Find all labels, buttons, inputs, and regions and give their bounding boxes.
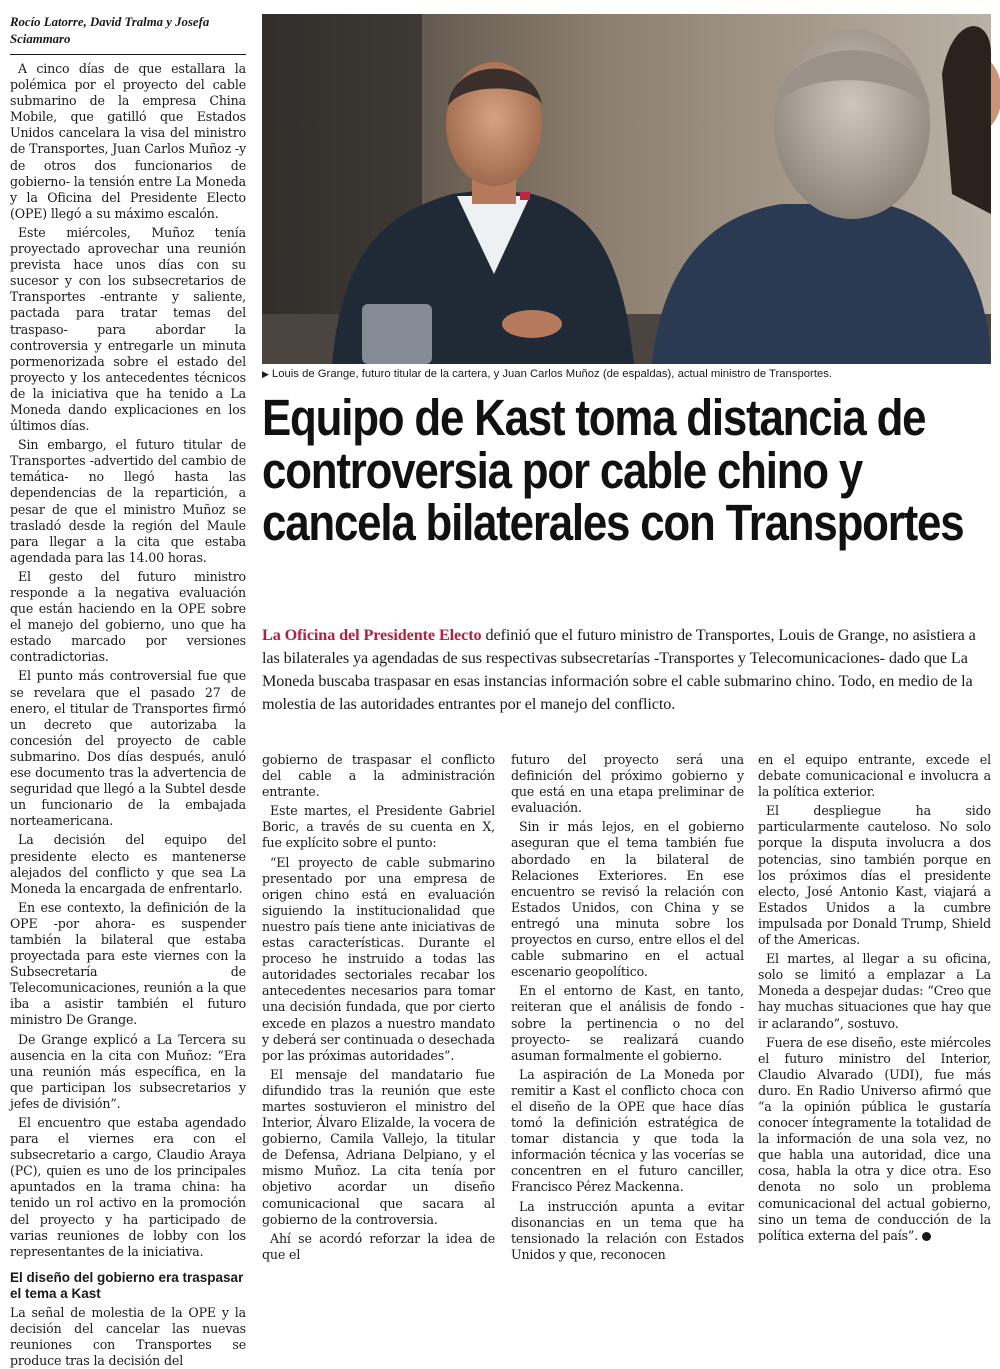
news-photo	[262, 14, 991, 364]
paragraph	[758, 1035, 991, 1244]
paragraph: El encuentro que estaba agendado para el viernes era con el subsecretario a cargo, Claudio Araya (PC), quien es uno de los principales apuntados en la trama china: ha tenido un rol activo en la promoción del proyecto y ha participado de varias reuniones de lobby con los representantes de la iniciativa.	[10, 1115, 246, 1259]
lead-paragraph	[262, 624, 991, 716]
photo-caption	[262, 367, 991, 382]
section-subhead: El diseño del gobierno era traspasar el tema a Kast	[10, 1269, 244, 1301]
paragraph: en el equipo entrante, excede el debate comunicacional e involucra a la política exterior.	[758, 752, 991, 800]
paragraph: Ahí se acordó reforzar la idea de que el	[262, 1230, 495, 1262]
body-column-3	[511, 752, 744, 1262]
paragraph: gobierno de traspasar el conflicto del cable a la administración entrante.	[262, 752, 495, 800]
paragraph: El gesto del futuro ministro responde a la negativa evaluación que están haciendo en la OPE sobre el manejo del gobierno, uno que ha estado marcado por versiones contradictorias.	[10, 568, 246, 665]
paragraph: El mensaje del mandatario fue difundido tras la reunión que este martes sostuvieron el ministro del Interior, Álvaro Elizalde, la vocera de gobierno, Camila Vallejo, la titular de Defensa, Adriana Delpiano, y el mismo Muñoz. La cita tenía por objetivo acordar un diseño comunicacional que sacara al gobierno de la controversia.	[262, 1066, 495, 1227]
paragraph: La decisión del equipo del presidente electo es mantenerse alejados del conflicto y que sea La Moneda la encargada de enfrentarlo.	[10, 832, 246, 896]
paragraph: “El proyecto de cable submarino presentado por una empresa de origen chino está en evaluación siguiendo la institucionalidad que nuestro país tiene ante iniciativas de estas características. Durante el proceso he instruido a todas las autoridades sectoriales recabar los antecedentes necesarios para tomar una decisión fundada, que por cierto excede en plazos a nuestro mandato y deberá ser continuada o desechada por las próximas autoridades”.	[262, 854, 495, 1063]
paragraph-text: Fuera de ese diseño, este miércoles el futuro ministro del Interior, Claudio Alvarado (UDI), fue más duro. En Radio Universo afirmó que “a la opinión pública le gustaría conocer íntegramente la totalidad de la información de una sola vez, no que habla una autoridad, dice una cosa, habla la otra y dice otra. Eso denota no solo un problema comunicacional del actual gobierno, sino un tema de conducción de la política externa del país”.	[758, 1034, 991, 1243]
caption-text: Louis de Grange, futuro titular de la cartera, y Juan Carlos Muñoz (de espaldas), actual ministro de Transportes.	[271, 368, 833, 380]
lead-kicker: La Oficina del Presidente Electo	[262, 626, 482, 644]
paragraph: El punto más controversial fue que se revelara que el pasado 27 de enero, el titular de Transportes firmó un decreto que autorizaba la concesión del proyecto de cable submarino. Dos días después, anuló ese documento tras la advertencia de seguridad que llegó a la Subtel desde un funcionario de la embajada norteamericana.	[10, 668, 246, 829]
caption-marker-icon: ▶	[262, 369, 269, 379]
paragraph: futuro del proyecto será una definición del próximo gobierno y que está en una etapa preliminar de evaluación.	[511, 752, 744, 816]
paragraph: La instrucción apunta a evitar disonancias en un tema que ha tensionado la relación con Estados Unidos y que, reconocen	[511, 1198, 744, 1262]
headline: Equipo de Kast toma distancia de controversia por cable chino y cancela bilaterales con Transportes	[262, 389, 964, 551]
byline: Rocío Latorre, David Tralma y Josefa Sciammaro	[10, 15, 210, 46]
paragraph: Este martes, el Presidente Gabriel Boric, a través de su cuenta en X, fue explícito sobre el punto:	[262, 803, 495, 851]
paragraph: A cinco días de que estallara la polémica por el proyecto del cable submarino de la empresa China Mobile, que gatilló que Estados Unidos cancelara la visa del ministro de Transportes, Juan Carlos Muñoz -y de otros dos funcionarios de gobierno- la tensión entre La Moneda y la Oficina del Presidente Electo (OPE) llegó a su máximo escalón.	[10, 61, 246, 221]
paragraph: En el entorno de Kast, en tanto, reiteran que el análisis de fondo -sobre la pertinencia o no del proyecto- se realizará cuando asuman formalmente el gobierno.	[511, 983, 744, 1063]
paragraph: Sin ir más lejos, en el gobierno aseguran que el tema también fue abordado en la bilateral de Relaciones Exteriores. En ese encuentro se revisó la relación con Estados Unidos, con China y se entregó una minuta sobre los proyectos en curso, entre ellos el del cable submarino en el actual escenario geopolítico.	[511, 819, 744, 980]
byline-rule	[10, 54, 246, 55]
paragraph: El despliegue ha sido particularmente cauteloso. No solo porque la disputa involucra a dos potencias, sino también porque en los próximos días el presidente electo, José Antonio Kast, viajará a Estados Unidos a la cumbre impulsada por Donald Trump, Shield of the Americas.	[758, 803, 991, 948]
body-column-4	[758, 752, 991, 1243]
paragraph: El martes, al llegar a su oficina, solo se limitó a emplazar a La Moneda a despejar dudas: “Creo que hay muchas situaciones que hay que ir aclarando”, sostuvo.	[758, 951, 991, 1031]
left-column	[10, 14, 246, 1369]
paragraph: Este miércoles, Muñoz tenía proyectado aprovechar una reunión prevista hace unos días con su sucesor y con los subsecretarios de Transportes -entrante y saliente, pactada para tratar temas del traspaso- para abordar la controversia y entregarle un minuta pormenorizada sobre el estado del proyecto y los antecedentes técnicos de la iniciativa que ha tenido a La Moneda dando explicaciones en los últimos días.	[10, 224, 246, 434]
lead-text: definió que el futuro ministro de Transportes, Louis de Grange, no asistiera a las bilaterales ya agendadas de sus respectivas subsecretarías -Transportes y Telecomunicaciones- dado que La Moneda buscaba traspasar en esas instancias información sobre el cable submarino chino. Todo, en medio de la molestia de las autoridades entrantes por el manejo del conflicto.	[262, 626, 976, 713]
paragraph: La aspiración de La Moneda por remitir a Kast el conflicto choca con el diseño de la OPE que hace días tomó la definición estratégica de tomar distancia y que toda la información técnica y las vocerías se concentren en el futuro canciller, Francisco Pérez Mackenna.	[511, 1066, 744, 1195]
paragraph: La señal de molestia de la OPE y la decisión del cancelar las nuevas reuniones con Transportes se produce tras la decisión del	[10, 1304, 246, 1369]
paragraph: Sin embargo, el futuro titular de Transportes -advertido del cambio de temática- no llegó hasta las dependencias de la repartición, a pesar de que el ministro Muñoz se trasladó desde la región del Maule para llegar a la cita que estaba agendada para las 14.00 horas.	[10, 437, 246, 565]
end-of-article-icon	[922, 1232, 931, 1241]
body-column-2	[262, 752, 495, 1262]
paragraph: De Grange explicó a La Tercera su ausencia en la cita con Muñoz: “Era una reunión más específica, en la que participan los subsecretarios y jefes de división”.	[10, 1031, 246, 1111]
paragraph: En ese contexto, la definición de la OPE -por ahora- es suspender también la bilateral que estaba proyectada para este viernes con la Subsecretaría de Telecomunicaciones, reunión a la que iba a asistir también el futuro ministro De Grange.	[10, 899, 246, 1028]
